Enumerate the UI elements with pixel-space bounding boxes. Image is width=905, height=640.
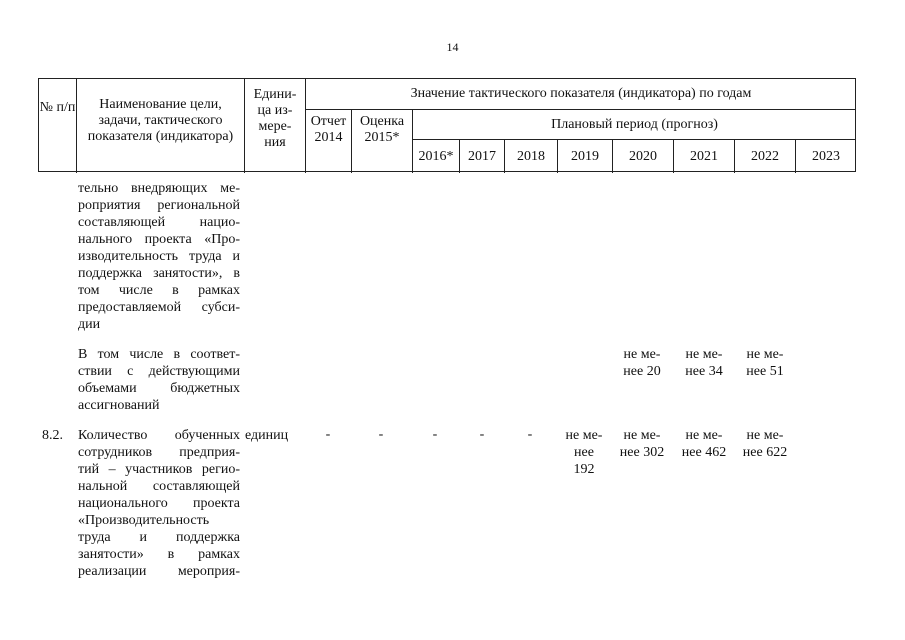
- page-number: 14: [446, 40, 459, 54]
- table-row: В том числе в соответ- ствии с действующими объемами бюджетных ассигнований: [78, 347, 240, 413]
- value-2016: -: [432, 427, 438, 442]
- value-2020: не ме- нее 302: [619, 428, 665, 460]
- value-2022: не ме- нее 51: [746, 347, 784, 379]
- header-report: Отчет 2014: [310, 114, 347, 145]
- header-year: 2021: [690, 148, 718, 164]
- value-2017: -: [479, 427, 485, 442]
- header-estimate: Оценка 2015*: [359, 114, 405, 145]
- header-year: 2016*: [418, 148, 454, 164]
- value-2019: не ме- нее 192: [565, 428, 603, 477]
- table-row: Количество обученных сотрудников предприя- тий – участников регио- нальной составляющей национального проекта «Производительность труда и поддержка занятости» в рамках реализации мероприя-: [78, 428, 240, 579]
- row-number: 8.2.: [42, 428, 63, 443]
- header-year: 2023: [812, 148, 840, 164]
- value-2014: -: [325, 427, 331, 442]
- header-year: 2018: [517, 148, 545, 164]
- table-header: [38, 78, 856, 172]
- value-2020: не ме- нее 20: [623, 347, 661, 379]
- header-unit: Едини-ца из-мере-ния: [253, 87, 297, 150]
- value-2018: -: [527, 427, 533, 442]
- header-values-title: Значение тактического показателя (индикатора) по годам: [410, 86, 752, 101]
- value-2015: -: [378, 427, 384, 442]
- header-plan-title: Плановый период (прогноз): [551, 116, 718, 132]
- header-year: 2020: [629, 148, 657, 164]
- value-2021: не ме- нее 462: [681, 428, 727, 460]
- row-unit: единиц: [245, 428, 289, 443]
- header-year: 2017: [468, 148, 496, 164]
- header-number: № п/п: [39, 100, 76, 115]
- header-name: Наименование цели, задачи, тактического показателя (индикатора): [87, 97, 234, 144]
- value-2021: не ме- нее 34: [685, 347, 723, 379]
- header-year: 2022: [751, 148, 779, 164]
- table-row: тельно внедряющих ме- роприятия региональной составляющей нацио- нального проекта «Про- изводительность труда и поддержка занятости», в том числе в рамках предоставляемой субси- дии: [78, 181, 240, 332]
- header-year: 2019: [571, 148, 599, 164]
- value-2022: не ме- нее 622: [742, 428, 788, 460]
